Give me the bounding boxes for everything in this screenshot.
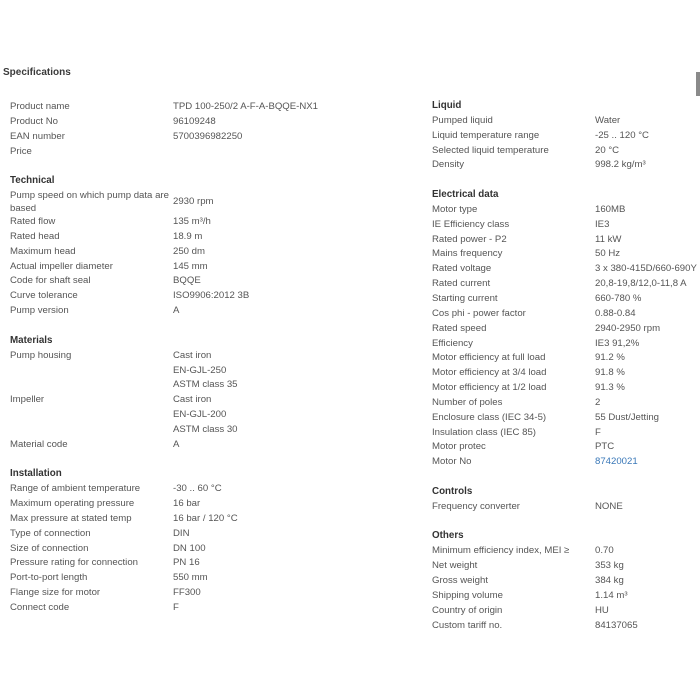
spec-value: DIN xyxy=(173,527,190,539)
spec-row-liquid-temperature-range xyxy=(432,129,700,144)
spec-row-pumped-liquid xyxy=(432,114,700,129)
spec-value: Water xyxy=(595,114,621,126)
spec-row-range-of-ambient-temperature xyxy=(10,482,340,497)
spec-value: 91.2 % xyxy=(595,352,625,364)
section-heading: Controls xyxy=(432,485,473,497)
spec-row-motor-efficiency-at-1-2-load xyxy=(432,381,700,396)
spec-row-size-of-connection xyxy=(10,542,340,557)
spec-row-rated-speed xyxy=(432,322,700,337)
spec-label: Range of ambient temperature xyxy=(10,483,141,495)
spec-label: Pump version xyxy=(10,305,69,317)
spec-row-pump-speed-on-which-pump-data-are-based xyxy=(10,189,340,215)
spec-label: Product No xyxy=(10,115,58,127)
spec-row-motor-no xyxy=(432,455,700,470)
spec-value: 160MB xyxy=(595,203,626,215)
spec-row-efficiency xyxy=(432,337,700,352)
section-spacer xyxy=(10,453,340,468)
spec-row-material-code xyxy=(10,438,340,453)
section-heading: Technical xyxy=(10,175,55,187)
spec-value: 16 bar / 120 °C xyxy=(173,512,238,524)
spec-label: Country of origin xyxy=(432,604,503,616)
spec-label: Rated flow xyxy=(10,216,56,228)
spec-label: IE Efficiency class xyxy=(432,218,510,230)
spec-value: 20,8-19,8/12,0-11,8 A xyxy=(595,278,687,290)
spec-value: 998.2 kg/m³ xyxy=(595,159,646,171)
spec-value: F xyxy=(595,426,601,438)
spec-row-price xyxy=(10,145,340,160)
spec-value: DN 100 xyxy=(173,542,206,554)
spec-label: Type of connection xyxy=(10,527,91,539)
spec-row-impeller xyxy=(10,393,340,408)
section-heading: Others xyxy=(432,530,464,542)
spec-label: Motor No xyxy=(432,456,472,468)
spec-label: Rated voltage xyxy=(432,263,492,275)
page-title: Specifications xyxy=(3,67,71,78)
spec-value: 0.88-0.84 xyxy=(595,307,636,319)
spec-label: Enclosure class (IEC 34-5) xyxy=(432,411,547,423)
spec-row-shipping-volume xyxy=(432,589,700,604)
spec-label: Pump housing xyxy=(10,349,72,361)
section-heading: Installation xyxy=(10,468,62,480)
spec-row-pump-housing-2 xyxy=(10,378,340,393)
section-installation xyxy=(10,467,340,615)
spec-row-rated-head xyxy=(10,230,340,245)
spec-row-pump-housing-1 xyxy=(10,364,340,379)
spec-label xyxy=(10,364,173,379)
spec-value: 84137065 xyxy=(595,619,638,631)
section-technical xyxy=(10,174,340,319)
section-electrical xyxy=(432,188,700,470)
spec-label: Motor type xyxy=(432,203,478,215)
spec-label: Mains frequency xyxy=(432,248,503,260)
spec-row-impeller-2 xyxy=(10,423,340,438)
spec-value: 91.3 % xyxy=(595,382,625,394)
spec-label: Rated speed xyxy=(432,322,487,334)
spec-value: ASTM class 30 xyxy=(173,423,238,435)
section-heading: Materials xyxy=(10,334,53,346)
spec-row-motor-efficiency-at-3-4-load xyxy=(432,366,700,381)
spec-label: Actual impeller diameter xyxy=(10,260,113,272)
spec-value: 2940-2950 rpm xyxy=(595,322,661,334)
spec-value: 1.14 m³ xyxy=(595,589,628,601)
spec-label: Starting current xyxy=(432,292,498,304)
spec-value: 353 kg xyxy=(595,560,624,572)
spec-label: Shipping volume xyxy=(432,589,503,601)
spec-label: Rated power - P2 xyxy=(432,233,507,245)
section-materials xyxy=(10,334,340,453)
spec-row-curve-tolerance xyxy=(10,289,340,304)
section-general xyxy=(10,100,340,159)
spec-value: 2 xyxy=(595,396,601,408)
spec-label: Pressure rating for connection xyxy=(10,557,138,569)
spec-value: 20 °C xyxy=(595,144,620,156)
right-column xyxy=(432,99,700,633)
spec-label xyxy=(10,408,173,423)
spec-label: Connect code xyxy=(10,602,70,613)
spec-value: 16 bar xyxy=(173,498,201,510)
section-spacer xyxy=(432,173,700,188)
spec-value: PN 16 xyxy=(173,557,200,569)
spec-value: NONE xyxy=(595,500,623,512)
spec-row-maximum-head xyxy=(10,245,340,260)
spec-label: Minimum efficiency index, MEI ≥ xyxy=(432,545,570,557)
spec-label: Port-to-port length xyxy=(10,572,88,584)
spec-value: 550 mm xyxy=(173,572,208,584)
spec-value: F xyxy=(173,602,179,613)
scrollbar-thumb[interactable] xyxy=(696,72,700,96)
spec-value: -25 .. 120 °C xyxy=(595,129,649,141)
section-others xyxy=(432,529,700,633)
spec-row-rated-current xyxy=(432,277,700,292)
spec-row-flange-size-for-motor xyxy=(10,586,340,601)
spec-row-gross-weight xyxy=(432,574,700,589)
spec-row-selected-liquid-temperature xyxy=(432,144,700,159)
spec-label: Custom tariff no. xyxy=(432,619,503,631)
spec-value: Cast iron xyxy=(173,394,212,406)
spec-label: Impeller xyxy=(10,394,45,406)
spec-row-ean-number xyxy=(10,130,340,145)
spec-label: Material code xyxy=(10,438,68,450)
spec-label: Efficiency xyxy=(432,337,473,349)
spec-row-cos-phi-power-factor xyxy=(432,307,700,322)
spec-label: Code for shaft seal xyxy=(10,275,91,287)
spec-label: Number of poles xyxy=(432,396,503,408)
spec-value: 91.8 % xyxy=(595,367,625,379)
spec-value: HU xyxy=(595,604,609,616)
spec-row-actual-impeller-diameter xyxy=(10,260,340,275)
spec-row-frequency-converter xyxy=(432,500,700,515)
spec-value: ISO9906:2012 3B xyxy=(173,290,250,302)
spec-row-port-to-port-length xyxy=(10,571,340,586)
spec-row-max-pressure-at-stated-temp xyxy=(10,512,340,527)
motor-number-link[interactable]: 87420021 xyxy=(595,456,638,468)
spec-row-type-of-connection xyxy=(10,527,340,542)
section-controls xyxy=(432,485,700,515)
spec-value: Cast iron xyxy=(173,349,212,361)
spec-value: 135 m³/h xyxy=(173,216,211,228)
spec-value: 5700396982250 xyxy=(173,130,243,142)
spec-row-impeller-1 xyxy=(10,408,340,423)
spec-row-product-name xyxy=(10,100,340,115)
spec-label: Max pressure at stated temp xyxy=(10,512,132,524)
spec-row-maximum-operating-pressure xyxy=(10,497,340,512)
spec-value: 96109248 xyxy=(173,115,216,127)
section-spacer xyxy=(432,470,700,485)
spec-label: Insulation class (IEC 85) xyxy=(432,426,536,438)
spec-label: Net weight xyxy=(432,560,478,572)
spec-value: 145 mm xyxy=(173,260,208,272)
spec-row-product-no xyxy=(10,115,340,130)
spec-label: Rated current xyxy=(432,278,491,290)
spec-label xyxy=(10,423,173,438)
spec-label: Pumped liquid xyxy=(432,114,493,126)
spec-value: ASTM class 35 xyxy=(173,379,238,391)
spec-value: 660-780 % xyxy=(595,292,642,304)
spec-value: TPD 100-250/2 A-F-A-BQQE-NX1 xyxy=(173,101,319,112)
spec-label: Price xyxy=(10,145,32,157)
spec-value: 384 kg xyxy=(595,575,624,586)
spec-label: Pump speed on which pump data are based xyxy=(10,190,169,215)
spec-value: 18.9 m xyxy=(173,230,203,242)
spec-row-rated-power-p2 xyxy=(432,233,700,248)
spec-value: 0.70 xyxy=(595,545,614,557)
spec-value xyxy=(173,145,340,160)
spec-row-motor-protec xyxy=(432,440,700,455)
spec-value: IE3 91,2% xyxy=(595,337,640,349)
section-heading: Electrical data xyxy=(432,189,499,201)
spec-row-rated-flow xyxy=(10,215,340,230)
spec-row-density xyxy=(432,158,700,173)
spec-row-ie-efficiency-class xyxy=(432,218,700,233)
section-spacer xyxy=(10,159,340,174)
section-liquid xyxy=(432,99,700,173)
spec-label: Size of connection xyxy=(10,542,89,554)
spec-label: Liquid temperature range xyxy=(432,129,540,141)
spec-row-enclosure-class-iec-34-5 xyxy=(432,411,700,426)
spec-label: Curve tolerance xyxy=(10,290,78,302)
spec-row-number-of-poles xyxy=(432,396,700,411)
spec-label: Frequency converter xyxy=(432,500,520,512)
spec-row-custom-tariff-no xyxy=(432,619,700,634)
spec-value: A xyxy=(173,305,180,317)
spec-value: 2930 rpm xyxy=(173,195,214,207)
spec-value: EN-GJL-250 xyxy=(173,364,227,376)
spec-label: Density xyxy=(432,159,464,171)
spec-row-motor-efficiency-at-full-load xyxy=(432,351,700,366)
spec-value: A xyxy=(173,438,180,450)
spec-label: Cos phi - power factor xyxy=(432,307,526,319)
spec-label: Maximum head xyxy=(10,245,76,257)
spec-value: FF300 xyxy=(173,587,201,599)
spec-value: -30 .. 60 °C xyxy=(173,483,222,495)
spec-value: IE3 xyxy=(595,218,610,230)
spec-row-rated-voltage xyxy=(432,262,700,277)
spec-label: Rated head xyxy=(10,230,60,242)
spec-value: BQQE xyxy=(173,275,201,287)
spec-row-pressure-rating-for-connection xyxy=(10,556,340,571)
spec-label xyxy=(10,378,173,393)
spec-value: 11 kW xyxy=(595,233,622,245)
left-column xyxy=(10,100,340,616)
spec-row-country-of-origin xyxy=(432,604,700,619)
spec-row-code-for-shaft-seal xyxy=(10,274,340,289)
spec-row-insulation-class-iec-85 xyxy=(432,426,700,441)
spec-label: Motor efficiency at 3/4 load xyxy=(432,367,547,379)
spec-label: Product name xyxy=(10,101,70,112)
spec-label: Maximum operating pressure xyxy=(10,498,135,510)
spec-row-pump-version xyxy=(10,304,340,319)
spec-value: EN-GJL-200 xyxy=(173,409,227,421)
spec-row-connect-code xyxy=(10,601,340,616)
spec-row-net-weight xyxy=(432,559,700,574)
spec-row-pump-housing xyxy=(10,349,340,364)
spec-value: 3 x 380-415D/660-690Y xyxy=(595,263,697,275)
spec-row-motor-type xyxy=(432,203,700,218)
spec-value: 55 Dust/Jetting xyxy=(595,411,659,423)
spec-label: Motor efficiency at 1/2 load xyxy=(432,382,547,394)
spec-label: Selected liquid temperature xyxy=(432,144,549,156)
spec-row-minimum-efficiency-index-mei xyxy=(432,544,700,559)
section-spacer xyxy=(10,319,340,334)
section-spacer xyxy=(432,515,700,530)
spec-value: 250 dm xyxy=(173,245,205,257)
section-heading: Liquid xyxy=(432,100,462,111)
spec-label: EAN number xyxy=(10,130,65,142)
spec-label: Gross weight xyxy=(432,575,488,586)
spec-row-mains-frequency xyxy=(432,247,700,262)
spec-label: Motor protec xyxy=(432,441,486,453)
spec-value: 50 Hz xyxy=(595,248,621,260)
spec-label: Flange size for motor xyxy=(10,587,101,599)
spec-label: Motor efficiency at full load xyxy=(432,352,546,364)
spec-value: PTC xyxy=(595,441,615,453)
spec-row-starting-current xyxy=(432,292,700,307)
